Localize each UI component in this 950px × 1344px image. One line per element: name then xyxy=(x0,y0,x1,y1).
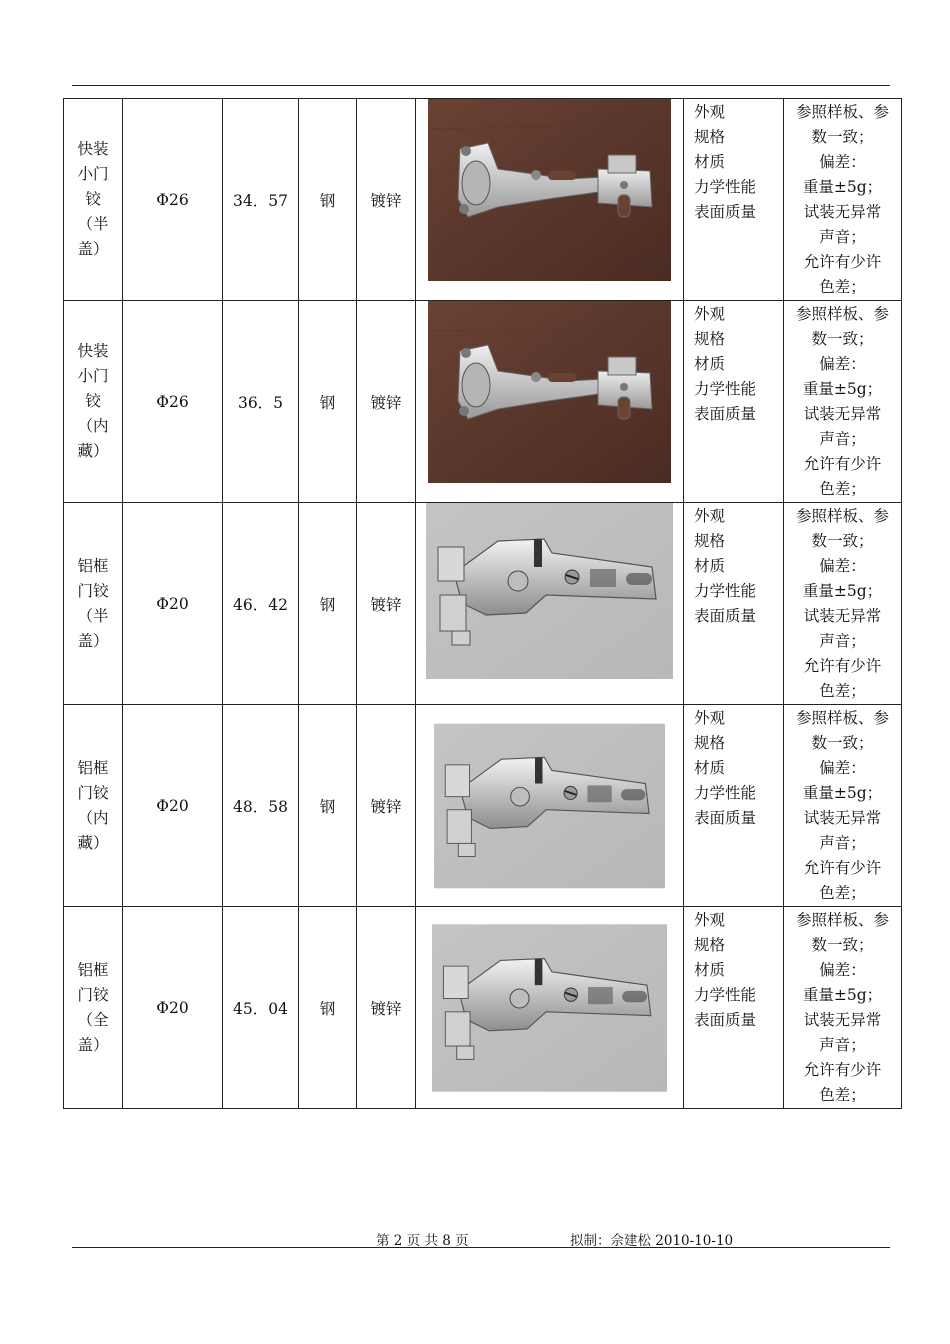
requirements-cell xyxy=(784,907,902,1109)
requirement-line: 数一致； xyxy=(811,734,874,752)
requirement-line: 参照样板、参 xyxy=(795,709,889,727)
product-name-cell xyxy=(64,301,123,503)
check-item: 力学性能 xyxy=(694,380,757,398)
finish: 镀锌 xyxy=(370,797,402,816)
price-cell xyxy=(223,503,299,705)
check-item: 力学性能 xyxy=(694,784,757,802)
requirement-line: 参照样板、参 xyxy=(795,507,889,525)
material-cell xyxy=(299,705,357,907)
requirement-line: 偏差： xyxy=(819,759,866,777)
diameter-cell xyxy=(123,705,223,907)
material: 钢 xyxy=(319,999,336,1018)
requirement-line: 试装无异常 xyxy=(803,1011,882,1029)
requirement-line: 参照样板、参 xyxy=(795,911,889,929)
requirements-cell xyxy=(784,301,902,503)
requirements-cell xyxy=(784,705,902,907)
material: 钢 xyxy=(319,191,336,210)
finish-cell xyxy=(357,503,416,705)
product-name: 快装小门铰（半盖） xyxy=(77,140,109,258)
check-items-cell xyxy=(684,301,784,503)
requirement-line: 重量±5g； xyxy=(802,986,883,1004)
check-items-cell xyxy=(684,705,784,907)
table-body xyxy=(64,99,902,1109)
diameter: Φ26 xyxy=(156,190,189,209)
check-item: 材质 xyxy=(694,557,726,575)
requirement-line: 试装无异常 xyxy=(803,607,882,625)
requirement-line: 色差； xyxy=(819,278,866,296)
check-item: 材质 xyxy=(694,355,726,373)
header-rule xyxy=(72,85,890,86)
requirement-line: 色差； xyxy=(819,480,866,498)
requirement-line: 声音； xyxy=(819,632,866,650)
finish: 镀锌 xyxy=(370,191,402,210)
requirement-line: 重量±5g； xyxy=(802,582,883,600)
check-items-cell xyxy=(684,503,784,705)
requirement-line: 色差； xyxy=(819,884,866,902)
diameter: Φ20 xyxy=(156,796,189,815)
requirement-line: 数一致； xyxy=(811,532,874,550)
finish-cell xyxy=(357,907,416,1109)
material: 钢 xyxy=(319,393,336,412)
material-cell xyxy=(299,907,357,1109)
requirement-line: 参照样板、参 xyxy=(795,305,889,323)
hinge-photo-icon xyxy=(428,99,671,281)
diameter: Φ26 xyxy=(156,392,189,411)
check-items-cell xyxy=(684,907,784,1109)
diameter-cell xyxy=(123,503,223,705)
requirement-line: 允许有少许 xyxy=(803,253,882,271)
finish-cell xyxy=(357,705,416,907)
hinge-spec-table xyxy=(63,98,902,1109)
product-name-cell xyxy=(64,503,123,705)
product-name: 快装小门铰（内藏） xyxy=(77,342,109,460)
footer-rule xyxy=(72,1247,890,1248)
diameter: Φ20 xyxy=(156,594,189,613)
product-name-cell xyxy=(64,705,123,907)
check-item: 外观 xyxy=(694,709,726,727)
requirement-line: 允许有少许 xyxy=(803,455,882,473)
check-item: 外观 xyxy=(694,911,726,929)
check-item: 力学性能 xyxy=(694,582,757,600)
check-item: 规格 xyxy=(694,330,726,348)
check-item: 表面质量 xyxy=(694,405,757,423)
requirement-line: 声音； xyxy=(819,1036,866,1054)
price: 34．57 xyxy=(233,191,288,210)
requirement-line: 声音； xyxy=(819,228,866,246)
requirement-line: 数一致； xyxy=(811,936,874,954)
hinge-photo-icon xyxy=(426,503,673,679)
diameter: Φ20 xyxy=(156,998,189,1017)
table-row xyxy=(64,99,902,301)
check-item: 表面质量 xyxy=(694,1011,757,1029)
requirement-line: 数一致； xyxy=(811,128,874,146)
photo-cell xyxy=(416,907,684,1109)
product-name-cell xyxy=(64,99,123,301)
check-item: 表面质量 xyxy=(694,607,757,625)
hinge-photo-icon xyxy=(434,722,665,890)
check-item: 外观 xyxy=(694,507,726,525)
check-items-cell xyxy=(684,99,784,301)
requirement-line: 重量±5g； xyxy=(802,178,883,196)
check-item: 力学性能 xyxy=(694,986,757,1004)
check-item: 表面质量 xyxy=(694,809,757,827)
price: 46．42 xyxy=(233,595,288,614)
check-item: 材质 xyxy=(694,153,726,171)
photo-cell xyxy=(416,99,684,301)
check-item: 力学性能 xyxy=(694,178,757,196)
requirement-line: 重量±5g； xyxy=(802,784,883,802)
check-item: 外观 xyxy=(694,103,726,121)
finish-cell xyxy=(357,99,416,301)
finish: 镀锌 xyxy=(370,999,402,1018)
price-cell xyxy=(223,907,299,1109)
price-cell xyxy=(223,301,299,503)
price: 36．5 xyxy=(237,393,284,412)
requirement-line: 声音； xyxy=(819,834,866,852)
photo-cell xyxy=(416,705,684,907)
check-item: 规格 xyxy=(694,734,726,752)
hinge-photo-icon xyxy=(428,301,671,483)
requirement-line: 允许有少许 xyxy=(803,657,882,675)
table-row xyxy=(64,705,902,907)
requirement-line: 重量±5g； xyxy=(802,380,883,398)
requirement-line: 偏差： xyxy=(819,355,866,373)
material: 钢 xyxy=(319,595,336,614)
finish: 镀锌 xyxy=(370,393,402,412)
price: 45．04 xyxy=(233,999,288,1018)
requirement-line: 试装无异常 xyxy=(803,809,882,827)
material-cell xyxy=(299,503,357,705)
diameter-cell xyxy=(123,301,223,503)
price-cell xyxy=(223,99,299,301)
product-name: 铝框门铰（全盖） xyxy=(77,960,109,1054)
finish: 镀锌 xyxy=(370,595,402,614)
photo-cell xyxy=(416,503,684,705)
requirement-line: 色差； xyxy=(819,1086,866,1104)
author-date: 拟制：佘建松 2010-10-10 xyxy=(570,1233,734,1249)
requirement-line: 偏差： xyxy=(819,153,866,171)
finish-cell xyxy=(357,301,416,503)
check-item: 外观 xyxy=(694,305,726,323)
check-item: 材质 xyxy=(694,961,726,979)
requirement-line: 数一致； xyxy=(811,330,874,348)
product-name-cell xyxy=(64,907,123,1109)
check-item: 规格 xyxy=(694,128,726,146)
check-item: 规格 xyxy=(694,936,726,954)
requirement-line: 色差； xyxy=(819,682,866,700)
diameter-cell xyxy=(123,99,223,301)
material: 钢 xyxy=(319,797,336,816)
check-item: 规格 xyxy=(694,532,726,550)
material-cell xyxy=(299,301,357,503)
check-item: 表面质量 xyxy=(694,203,757,221)
product-name: 铝框门铰（半盖） xyxy=(77,556,109,650)
check-item: 材质 xyxy=(694,759,726,777)
product-name: 铝框门铰（内藏） xyxy=(77,758,109,852)
requirement-line: 偏差： xyxy=(819,557,866,575)
hinge-photo-icon xyxy=(432,924,667,1092)
requirement-line: 偏差： xyxy=(819,961,866,979)
requirement-line: 参照样板、参 xyxy=(795,103,889,121)
requirement-line: 允许有少许 xyxy=(803,859,882,877)
page-number: 第 2 页 共 8 页 xyxy=(376,1233,469,1249)
requirement-line: 声音； xyxy=(819,430,866,448)
requirement-line: 试装无异常 xyxy=(803,405,882,423)
diameter-cell xyxy=(123,907,223,1109)
price: 48．58 xyxy=(233,797,288,816)
table-row xyxy=(64,907,902,1109)
requirements-cell xyxy=(784,99,902,301)
table-row xyxy=(64,301,902,503)
requirement-line: 试装无异常 xyxy=(803,203,882,221)
requirements-cell xyxy=(784,503,902,705)
table-row xyxy=(64,503,902,705)
material-cell xyxy=(299,99,357,301)
price-cell xyxy=(223,705,299,907)
requirement-line: 允许有少许 xyxy=(803,1061,882,1079)
photo-cell xyxy=(416,301,684,503)
